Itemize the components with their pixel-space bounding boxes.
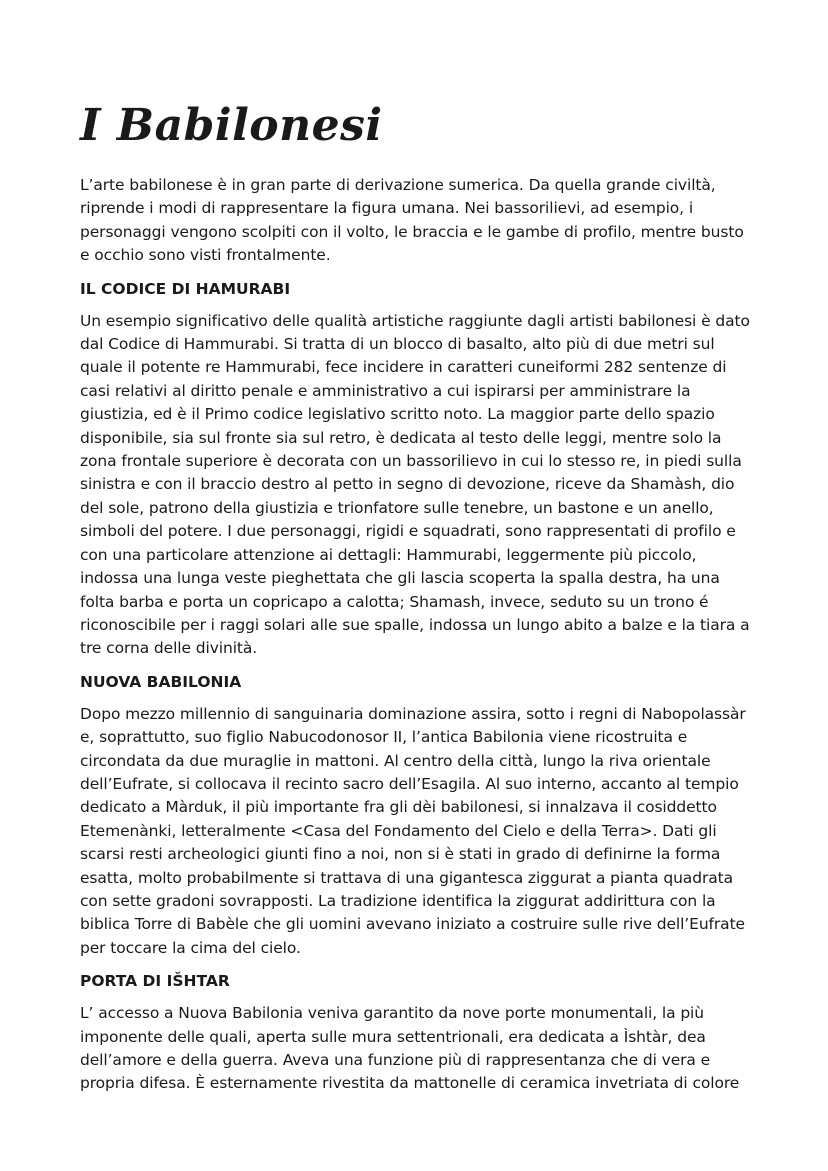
section-heading: IL CODICE DI HAMURABI [80,279,291,298]
section-porta-ishtar [80,970,750,1096]
intro-paragraph: L’arte babilonese è in gran parte di derivazione sumerica. Da quella grande civiltà, riprende i modi di rappresentare la figura umana. Nei bassorilievi, ad esempio, i personaggi vengono scolpiti con il volto, le braccia e le gambe di profilo, mentre busto e occhio sono visti frontalmente. [80,176,744,265]
document-page [80,96,750,1104]
section-heading: NUOVA BABILONIA [80,672,242,691]
section-heading: PORTA DI IŠHTAR [80,972,230,991]
section-paragraph: Dopo mezzo millennio di sanguinaria dominazione assira, sotto i regni di Nabopolassàr e, soprattutto, suo figlio Nabucodonosor II, l’antica Babilonia viene ricostruita e circondata da due muraglie in mattoni. Al centro della città, lungo la riva orientale dell’Eufrate, si collocava il recinto sacro dell’Esagila. Al suo interno, accanto al tempio dedicato a Màrduk, il più importante fra gli dèi babilonesi, si innalzava il cosiddetto Etemenànki, letteralmente <Casa del Fondamento del Cielo e della Terra>. Dati gli scarsi resti archeologici giunti fino a noi, non si è stati in grado di definirne la forma esatta, molto probabilmente si trattava di una gigantesca ziggurat a pianta quadrata con sette gradoni sovrapposti. La tradizione identifica la ziggurat addirittura con la biblica Torre di Babèle che gli uomini avevano iniziato a costruire sulle rive dell’Eufrate per toccare la cima del cielo. [80,704,746,957]
page-title: I Babilonesi [80,100,383,151]
section-nuova-babilonia [80,671,750,960]
section-paragraph: Un esempio significativo delle qualità artistiche raggiunte dagli artisti babilonesi è dato dal Codice di Hammurabi. Si tratta di un blocco di basalto, alto più di due metri sul quale il potente re Hammurabi, fece incidere in caratteri cuneiformi 282 sentenze di casi relativi al diritto penale e amministrativo a cui ispirarsi per amministrare la giustizia, ed è il Primo codice legislativo scritto noto. La maggior parte dello spazio disponibile, sia sul fronte sia sul retro, è dedicata al testo delle leggi, mentre solo la zona frontale superiore è decorata con un bassorilievo in cui lo stesso re, in piedi sulla sinistra e con il braccio destro al petto in segno di devozione, riceve da Shamàsh, dio del sole, patrono della giustizia e trionfatore sulle tenebre, un bastone e un anello, simboli del potere. I due personaggi, rigidi e squadrati, sono rappresentati di profilo e con una particolare attenzione ai dettagli: Hammurabi, leggermente più piccolo, indossa una lunga veste pieghettata che gli lascia scoperta la spalla destra, ha una folta barba e porta un copricapo a calotta; Shamash, invece, seduto su un trono é riconoscibile per i raggi solari alle sue spalle, indossa un lungo abito a balze e la tiara a tre corna delle divinità. [80,311,750,658]
section-paragraph: L’ accesso a Nuova Babilonia veniva garantito da nove porte monumentali, la più imponente delle quali, aperta sulle mura settentrionali, era dedicata a Ìshtàr, dea dell’amore e della guerra. Aveva una funzione più di rappresentanza che di vera e propria difesa. È esternamente rivestita da mattonelle di ceramica invetriata di colore [80,1004,740,1093]
section-codice [80,278,750,661]
